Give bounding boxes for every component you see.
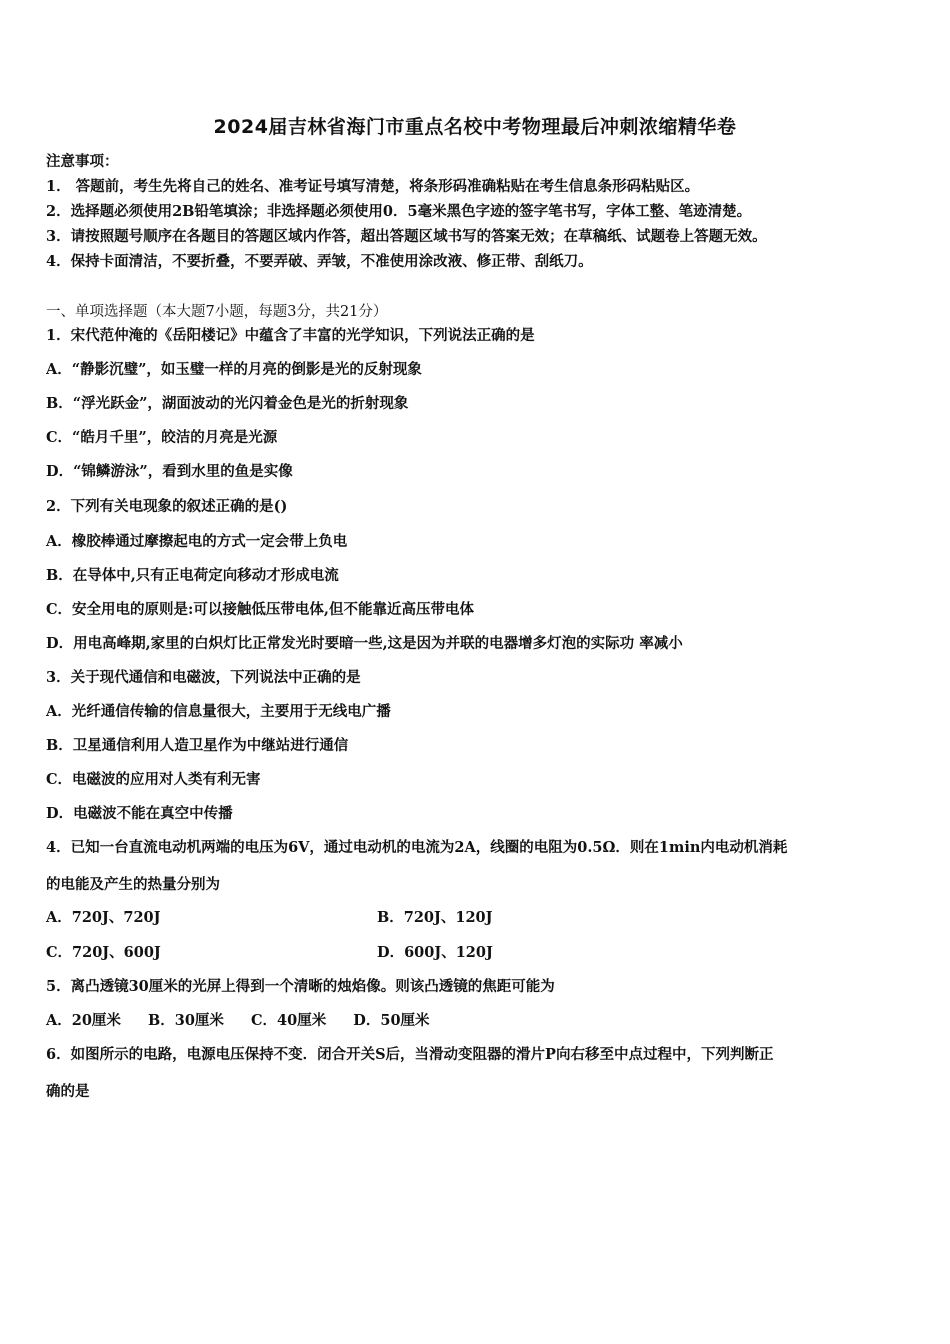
question-2-option-a: A．橡胶棒通过摩擦起电的方式一定会带上负电 bbox=[46, 533, 348, 550]
question-2-option-b: B．在导体中,只有正电荷定向移动才形成电流 bbox=[46, 567, 339, 584]
notice-heading: 注意事项： bbox=[46, 153, 119, 170]
question-5-stem: 5．离凸透镜30厘米的光屏上得到一个清晰的烛焰像。则该凸透镜的焦距可能为 bbox=[46, 978, 555, 995]
question-2-option-d: D．用电高峰期,家里的白炽灯比正常发光时要暗一些,这是因为并联的电器增多灯泡的实际功 率减小 bbox=[46, 635, 683, 652]
question-4-option-c: C．720J、600J bbox=[46, 944, 161, 961]
question-1-option-c: C．“皓月千里”，皎洁的月亮是光源 bbox=[46, 429, 278, 446]
question-1-option-d: D．“锦鳞游泳”，看到水里的鱼是实像 bbox=[46, 463, 293, 480]
question-1-stem: 1．宋代范仲淹的《岳阳楼记》中蕴含了丰富的光学知识，下列说法正确的是 bbox=[46, 327, 535, 344]
question-5-option-a: A．20厘米 bbox=[46, 1012, 121, 1029]
question-4-option-b: B．720J、120J bbox=[377, 909, 493, 926]
question-5-option-c: C．40厘米 bbox=[251, 1012, 327, 1029]
question-3-option-d: D．电磁波不能在真空中传播 bbox=[46, 805, 233, 822]
page-title: 2024届吉林省海门市重点名校中考物理最后冲刺浓缩精华卷 bbox=[213, 116, 737, 138]
question-3-option-b: B．卫星通信利用人造卫星作为中继站进行通信 bbox=[46, 737, 349, 754]
section-heading: 一、单项选择题（本大题7小题，每题3分，共21分） bbox=[46, 304, 388, 320]
question-2-option-c: C．安全用电的原则是:可以接触低压带电体,但不能靠近高压带电体 bbox=[46, 601, 474, 618]
question-1-option-b: B．“浮光跃金”，湖面波动的光闪着金色是光的折射现象 bbox=[46, 395, 409, 412]
question-4-option-d: D．600J、120J bbox=[377, 944, 493, 961]
question-3-option-a: A．光纤通信传输的信息量很大，主要用于无线电广播 bbox=[46, 703, 391, 720]
question-4-stem-continued: 的电能及产生的热量分别为 bbox=[46, 876, 220, 893]
question-6-stem: 6．如图所示的电路，电源电压保持不变．闭合开关S后，当滑动变阻器的滑片P向右移至中点过程中，下列判断正 bbox=[46, 1046, 774, 1063]
notice-item: 4．保持卡面清洁，不要折叠，不要弄破、弄皱，不准使用涂改液、修正带、刮纸刀。 bbox=[46, 253, 593, 270]
question-3-stem: 3．关于现代通信和电磁波，下列说法中正确的是 bbox=[46, 669, 361, 686]
question-3-option-c: C．电磁波的应用对人类有利无害 bbox=[46, 771, 261, 788]
question-4-stem: 4．已知一台直流电动机两端的电压为6V，通过电动机的电流为2A，线圈的电阻为0.5Ω．则在1min内电动机消耗 bbox=[46, 839, 788, 856]
notice-item: 2．选择题必须使用2B铅笔填涂；非选择题必须使用0．5毫米黑色字迹的签字笔书写，字体工整、笔迹清楚。 bbox=[46, 203, 752, 220]
question-5-options bbox=[46, 1011, 452, 1031]
question-5-option-b: B．30厘米 bbox=[148, 1012, 224, 1029]
notice-item: 3．请按照题号顺序在各题目的答题区域内作答，超出答题区域书写的答案无效；在草稿纸、试题卷上答题无效。 bbox=[46, 228, 767, 245]
question-5-option-d: D．50厘米 bbox=[353, 1012, 430, 1029]
question-6-stem-continued: 确的是 bbox=[46, 1083, 90, 1100]
notice-item: 1． 答题前，考生先将自己的姓名、准考证号填写清楚，将条形码准确粘贴在考生信息条形码粘贴区。 bbox=[46, 178, 700, 195]
question-4-option-a: A．720J、720J bbox=[46, 909, 161, 926]
question-2-stem: 2．下列有关电现象的叙述正确的是() bbox=[46, 498, 288, 515]
question-1-option-a: A．“静影沉璧”，如玉璧一样的月亮的倒影是光的反射现象 bbox=[46, 361, 422, 378]
